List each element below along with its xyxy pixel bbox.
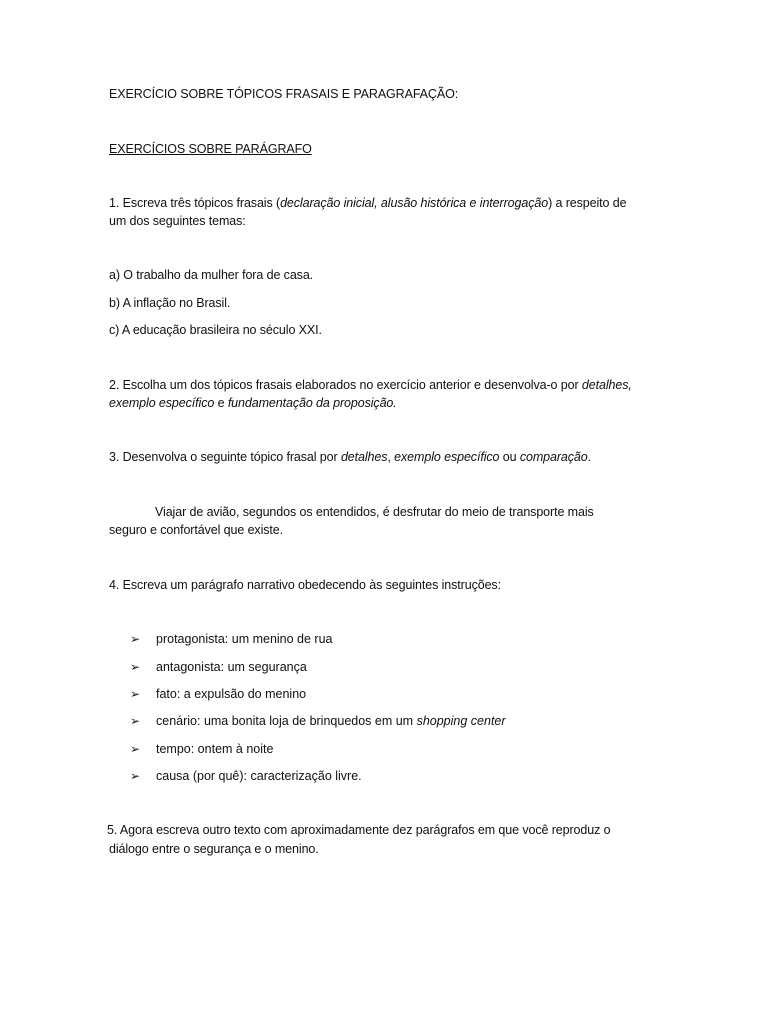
list-item <box>130 685 306 703</box>
question-4-text: 4. Escreva um parágrafo narrativo obedecendo às seguintes instruções: <box>109 578 501 592</box>
question-5-line-2: diálogo entre o segurança e o menino. <box>109 842 319 856</box>
question-2-italic-a: detalhes, <box>581 378 632 392</box>
question-3-italic-a: detalhes <box>340 450 388 464</box>
question-3-text-c: ou <box>499 450 520 464</box>
arrow-bullet-icon: ➢ <box>130 660 141 674</box>
list-item-text: fato: a expulsão do menino <box>156 687 307 701</box>
list-item <box>130 712 506 730</box>
theme-option-c: c) A educação brasileira no século XXI. <box>109 323 322 337</box>
question-3-italic-c: comparação <box>519 450 588 464</box>
list-item-text: antagonista: um segurança <box>156 660 307 674</box>
document-title: EXERCÍCIO SOBRE TÓPICOS FRASAIS E PARAGRAFAÇÃO: <box>109 87 459 101</box>
question-2-line-2 <box>109 394 397 412</box>
question-1-text-b: ) a respeito de <box>548 196 627 210</box>
question-3-italic-b: exemplo específico <box>394 450 500 464</box>
arrow-bullet-icon: ➢ <box>130 742 141 756</box>
arrow-bullet-icon: ➢ <box>130 769 141 783</box>
question-1-text-a: 1. Escreva três tópicos frasais ( <box>109 196 281 210</box>
question-2-text-b: e <box>214 396 228 410</box>
question-3-line <box>109 448 591 466</box>
question-2-text-a: 2. Escolha um dos tópicos frasais elaborados no exercício anterior e desenvolva-o por <box>109 378 582 392</box>
question-3-text-d: . <box>587 450 591 464</box>
question-1-line-1 <box>109 194 626 212</box>
question-2-italic-c: fundamentação da proposição. <box>227 396 397 410</box>
arrow-bullet-icon: ➢ <box>130 687 141 701</box>
list-item-text: tempo: ontem à noite <box>156 742 274 756</box>
list-item <box>130 740 273 758</box>
question-1-italic: declaração inicial, alusão histórica e interrogação <box>280 196 549 210</box>
question-3-text-b: , <box>387 450 395 464</box>
topic-sentence-line-2: seguro e confortável que existe. <box>109 523 283 537</box>
list-item <box>130 767 362 785</box>
arrow-bullet-icon: ➢ <box>130 632 141 646</box>
theme-option-a: a) O trabalho da mulher fora de casa. <box>109 268 314 282</box>
topic-sentence-line-1: Viajar de avião, segundos os entendidos, é desfrutar do meio de transporte mais <box>155 505 594 519</box>
list-item-text: cenário: uma bonita loja de brinquedos em um <box>156 714 417 728</box>
question-2-italic-b: exemplo específico <box>109 396 215 410</box>
list-item <box>130 630 333 648</box>
list-item-italic: shopping center <box>416 714 506 728</box>
question-2-line-1 <box>109 376 632 394</box>
list-item <box>130 658 307 676</box>
theme-option-b: b) A inflação no Brasil. <box>109 296 231 310</box>
section-heading: EXERCÍCIOS SOBRE PARÁGRAFO <box>109 142 312 156</box>
question-1-line-2: um dos seguintes temas: <box>109 214 246 228</box>
arrow-bullet-icon: ➢ <box>130 714 141 728</box>
list-item-text: protagonista: um menino de rua <box>156 632 333 646</box>
list-item-text: causa (por quê): caracterização livre. <box>156 769 362 783</box>
question-3-text-a: 3. Desenvolva o seguinte tópico frasal por <box>109 450 341 464</box>
question-5-line-1: 5. Agora escreva outro texto com aproximadamente dez parágrafos em que você reproduz o <box>107 823 611 837</box>
